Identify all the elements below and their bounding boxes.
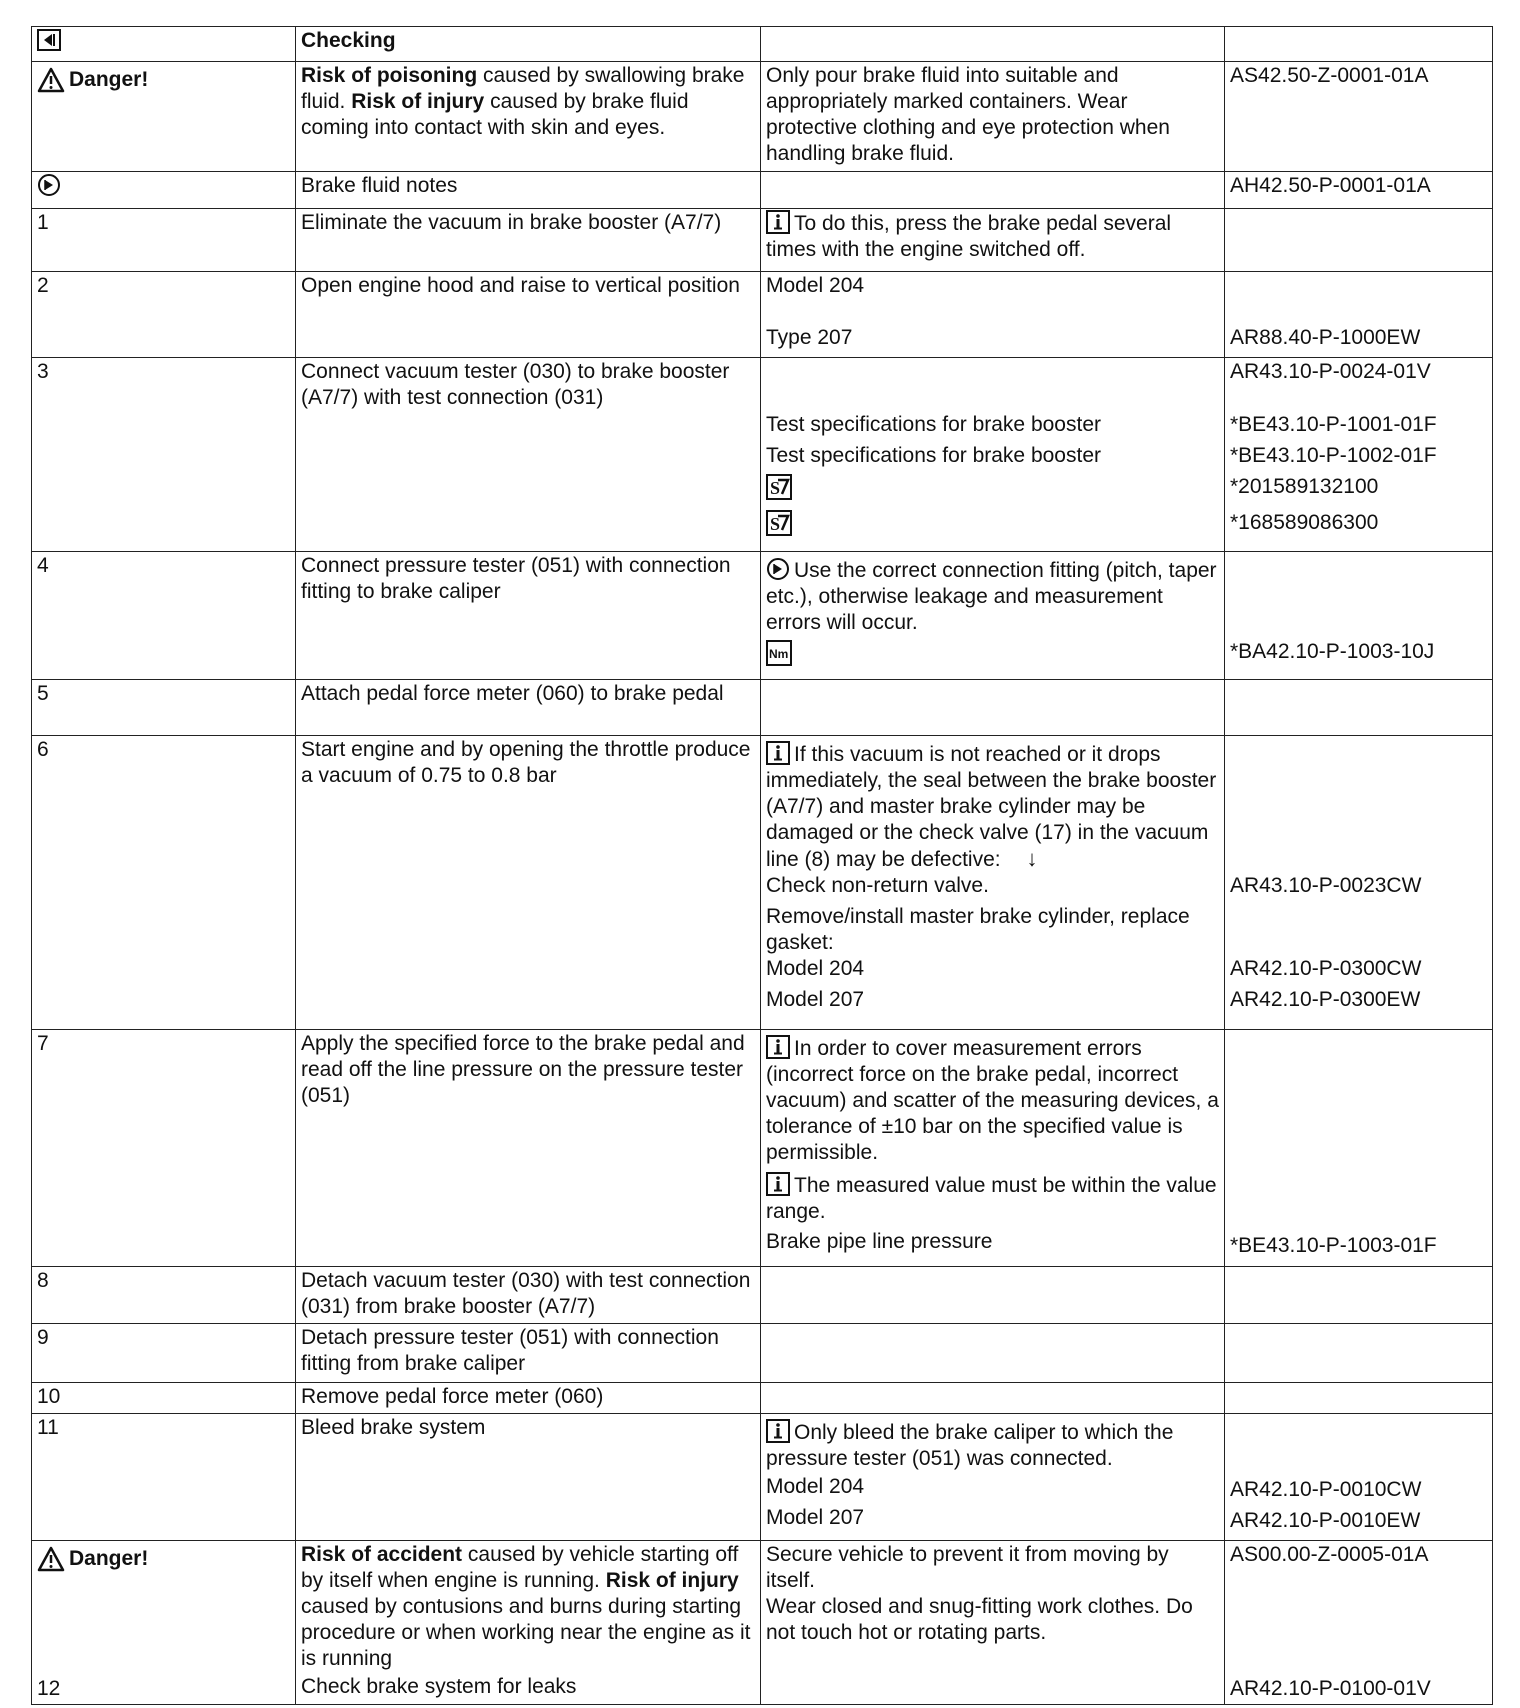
step-number: 7 — [32, 1030, 296, 1267]
ref-link[interactable]: *BE43.10-P-1001-01F — [1230, 413, 1437, 436]
danger-action: Wear closed and snug-fitting work clothes. Do not touch hot or rotating parts. — [766, 1595, 1193, 1644]
step-number: 5 — [32, 680, 296, 736]
notes-text: Brake fluid notes — [296, 172, 761, 209]
step-text: Connect pressure tester (051) with connection fitting to brake caliper — [296, 552, 761, 680]
model-label: Model 204 — [766, 957, 865, 980]
step-number: 9 — [32, 1324, 296, 1383]
table-row-step-4 — [32, 552, 1493, 680]
info-icon — [766, 1035, 790, 1059]
risk-injury: Risk of injury — [605, 1569, 739, 1592]
step-text: Apply the specified force to the brake pedal and read off the line pressure on the pressure tester (051) — [296, 1030, 761, 1267]
danger-action: Only pour brake fluid into suitable and appropriately marked containers. Wear protective clothing and eye protection when handling brake fluid. — [761, 62, 1225, 172]
risk-poisoning: Risk of poisoning — [301, 64, 478, 87]
table-row-header — [32, 27, 1493, 62]
torque-nm-icon — [766, 640, 792, 666]
table-row-step-11 — [32, 1414, 1493, 1541]
ref-link[interactable]: AR43.10-P-0024-01V — [1230, 360, 1431, 383]
table-row-danger: Danger! 12 Risk of accident caused by vehicle starting off by itself when engine is running. Risk of injury caused by contusions and burns during starting procedure or when working near the engine as it is running Check brake system for leaks Secure vehicle to prevent it from moving by itself. Wear closed and snug-fitting work clothes. Do not touch hot or rotating parts. AS00.00-Z-0005-01A AR42.10-P-0100-01V — [32, 1541, 1493, 1705]
ref-link[interactable]: AR42.10-P-0010CW — [1230, 1478, 1422, 1501]
step-text: Open engine hood and raise to vertical position — [296, 272, 761, 358]
table-row-step-7 — [32, 1030, 1493, 1267]
info-text: If this vacuum is not reached or it drops immediately, the seal between the brake booster (A7/7) and master brake cylinder may be damaged or the check valve (17) in the vacuum line (8) may be defective: — [766, 743, 1217, 871]
ref-link[interactable]: AR42.10-P-0300EW — [1230, 988, 1421, 1011]
step-text: Detach pressure tester (051) with connection fitting from brake caliper — [296, 1324, 761, 1383]
down-arrow-icon[interactable]: ↓ — [1026, 846, 1038, 871]
table-row-danger: Danger! Risk of poisoning caused by swallowing brake fluid. Risk of injury caused by brake fluid coming into contact with skin and eyes. Only pour brake fluid into suitable and appropriately marked containers. Wear protective clothing and eye protection when handling brake fluid. AS42.50-Z-0001-01A — [32, 62, 1493, 172]
ref-link[interactable]: *BA42.10-P-1003-10J — [1230, 640, 1435, 663]
info-text: To do this, press the brake pedal several times with the engine switched off. — [766, 212, 1172, 261]
procedure-table — [31, 26, 1493, 1705]
svg-text:S: S — [770, 514, 781, 534]
info-text: In order to cover measurement errors (incorrect force on the brake pedal, incorrect vacuum) and scatter of the measuring devices, a tolerance of ±10 bar on the specified value is permissible. — [766, 1037, 1219, 1164]
model-label: Model 207 — [766, 988, 865, 1011]
part-number-link[interactable]: *168589086300 — [1230, 511, 1379, 534]
special-tool-icon — [766, 510, 792, 536]
step-number: 10 — [32, 1383, 296, 1414]
step-number: 4 — [32, 552, 296, 680]
part-number-link[interactable]: *201589132100 — [1230, 475, 1379, 498]
info-text: The measured value must be within the value range. — [766, 1174, 1217, 1223]
step-number: 2 — [32, 272, 296, 358]
step-number: 6 — [32, 736, 296, 1030]
model-label: Model 204 — [766, 1475, 865, 1498]
note-text: Use the correct connection fitting (pitch, taper etc.), otherwise leakage and measurement errors will occur. — [766, 559, 1217, 634]
info-text: Only bleed the brake caliper to which the pressure tester (051) was connected. — [766, 1421, 1174, 1470]
step-text: Connect vacuum tester (030) to brake booster (A7/7) with test connection (031) — [296, 358, 761, 552]
special-tool-icon — [766, 474, 792, 500]
check-text: Check non-return valve. — [766, 874, 989, 897]
ref-link[interactable]: AS42.50-Z-0001-01A — [1230, 64, 1429, 87]
ref-link[interactable]: AR42.10-P-0010EW — [1230, 1509, 1421, 1532]
section-title: Checking — [301, 29, 396, 52]
table-row-step-2 — [32, 272, 1493, 358]
ref-link[interactable]: *BE43.10-P-1002-01F — [1230, 444, 1437, 467]
spec-text: Test specifications for brake booster — [766, 444, 1101, 467]
danger-label: Danger! — [69, 1547, 149, 1570]
remove-text: Remove/install master brake cylinder, replace gasket: — [766, 905, 1190, 954]
ref-link[interactable]: *BE43.10-P-1003-01F — [1230, 1234, 1437, 1257]
step-number: 3 — [32, 358, 296, 552]
step-text: Eliminate the vacuum in brake booster (A7/7) — [296, 209, 761, 272]
step-number: 8 — [32, 1267, 296, 1324]
line-pressure-label: Brake pipe line pressure — [766, 1230, 993, 1253]
table-row-step-1 — [32, 209, 1493, 272]
ref-link[interactable]: AS00.00-Z-0005-01A — [1230, 1543, 1429, 1566]
table-row-step-6 — [32, 736, 1493, 1030]
step-text: Detach vacuum tester (030) with test connection (031) from brake booster (A7/7) — [296, 1267, 761, 1324]
table-row-step-9 — [32, 1324, 1493, 1383]
spec-text: Test specifications for brake booster — [766, 413, 1101, 436]
table-row-notes — [32, 172, 1493, 209]
ref-link[interactable]: AR42.10-P-0300CW — [1230, 957, 1422, 980]
ref-link[interactable]: AR43.10-P-0023CW — [1230, 874, 1422, 897]
svg-text:S: S — [770, 478, 781, 498]
step-text: Start engine and by opening the throttle produce a vacuum of 0.75 to 0.8 bar — [296, 736, 761, 1030]
table-row-step-10 — [32, 1383, 1493, 1414]
step-number: 1 — [32, 209, 296, 272]
ref-link[interactable]: AR88.40-P-1000EW — [1230, 326, 1421, 349]
notes-icon — [37, 173, 61, 197]
table-row-step-3 — [32, 358, 1493, 552]
warning-triangle-icon — [37, 1546, 65, 1572]
risk-injury: Risk of injury — [351, 90, 485, 113]
danger-action: Secure vehicle to prevent it from moving by itself. — [766, 1543, 1169, 1592]
step-text: Remove pedal force meter (060) — [296, 1383, 761, 1414]
info-icon — [766, 1172, 790, 1196]
step-number: 12 — [37, 1677, 61, 1700]
table-row-step-8 — [32, 1267, 1493, 1324]
model-label: Model 204 — [766, 274, 865, 297]
risk-accident: Risk of accident — [301, 1543, 463, 1566]
info-icon — [766, 1419, 790, 1443]
step-text: Check brake system for leaks — [301, 1675, 577, 1698]
step-number: 11 — [32, 1414, 296, 1541]
step-text: Bleed brake system — [296, 1414, 761, 1541]
ref-link[interactable]: AR42.10-P-0100-01V — [1230, 1677, 1431, 1700]
table-row-step-5 — [32, 680, 1493, 736]
info-icon — [766, 741, 790, 765]
ref-link[interactable]: AH42.50-P-0001-01A — [1230, 174, 1431, 197]
step-text: Attach pedal force meter (060) to brake pedal — [296, 680, 761, 736]
warning-triangle-icon — [37, 67, 65, 93]
type-label: Type 207 — [766, 326, 853, 349]
back-arrow-icon[interactable] — [37, 29, 61, 51]
svg-text:Nm: Nm — [769, 647, 789, 661]
notes-icon — [766, 557, 790, 581]
model-label: Model 207 — [766, 1506, 865, 1529]
danger-label: Danger! — [69, 68, 149, 91]
info-icon — [766, 210, 790, 234]
